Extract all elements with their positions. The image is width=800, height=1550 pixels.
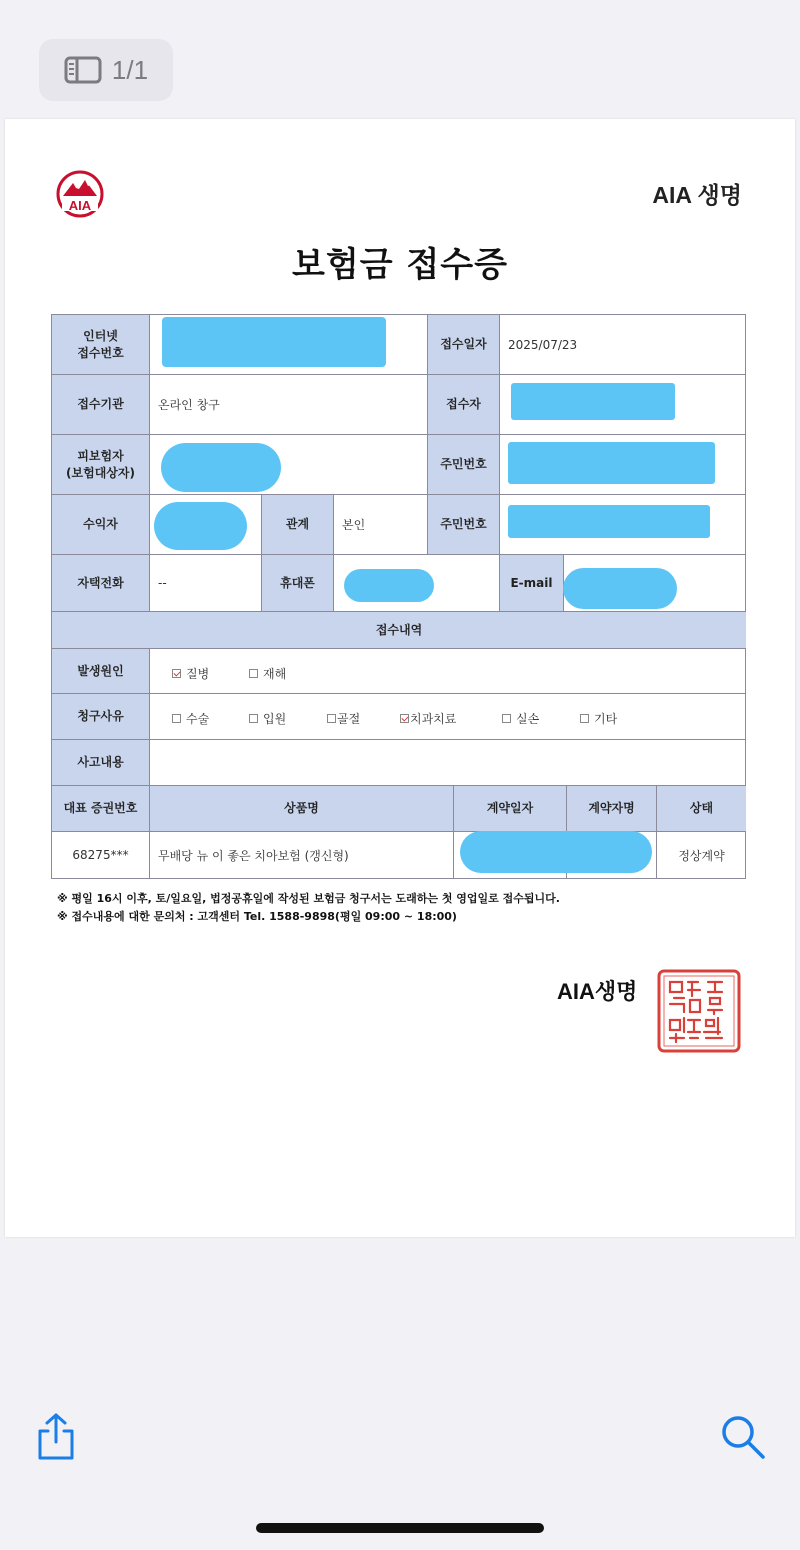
beneficiary-label: 수익자 <box>52 495 150 555</box>
search-icon[interactable] <box>720 1414 766 1464</box>
insured-label-line1: 피보험자 <box>77 448 124 463</box>
notes <box>57 890 560 926</box>
checkbox-checked-icon <box>172 669 181 678</box>
redaction-contract-info <box>460 831 652 873</box>
received-date-value: 2025/07/23 <box>500 315 746 375</box>
checkbox-checked-icon <box>400 714 409 723</box>
agency-value: 온라인 창구 <box>150 375 428 435</box>
checkbox-icon <box>580 714 589 723</box>
sidebar-toggle-icon <box>64 56 102 84</box>
redaction-beneficiary <box>154 502 247 550</box>
cause-option-disease[interactable] <box>172 665 209 682</box>
redaction-email <box>563 568 677 609</box>
redaction-insured <box>161 443 281 492</box>
cause-option-label: 재해 <box>263 667 287 681</box>
reason-option-dental[interactable] <box>400 710 456 727</box>
company-seal-stamp <box>656 968 742 1054</box>
insured-label <box>52 435 150 495</box>
policy-no-header: 대표 증권번호 <box>52 786 150 832</box>
cause-label: 발생원인 <box>52 649 150 694</box>
reason-option-indemnity[interactable] <box>502 710 539 727</box>
incident-value <box>150 740 746 786</box>
reason-option-label: 입원 <box>263 712 287 726</box>
redaction-receiver <box>511 383 675 420</box>
note-contact: ※ 접수내용에 대한 문의처 : 고객센터 Tel. 1588-9898(평일 09:00 ~ 18:00) <box>57 910 457 923</box>
agency-label: 접수기관 <box>52 375 150 435</box>
reason-label: 청구사유 <box>52 694 150 740</box>
checkbox-icon <box>249 714 258 723</box>
note-business-day: ※ 평일 16시 이후, 토/일요일, 법정공휴일에 작성된 보험금 청구서는 도래하는 첫 영업일로 접수됩니다. <box>57 892 560 905</box>
home-phone-value: -- <box>150 555 262 612</box>
reason-option-fracture[interactable] <box>327 710 360 727</box>
aia-logo <box>55 169 105 219</box>
redaction-beneficiary-rrn <box>508 505 710 538</box>
document-title: 보험금 접수증 <box>292 245 508 285</box>
policy-no-value: 68275*** <box>52 832 150 878</box>
insured-label-line2: (보험대상자) <box>66 465 135 480</box>
brand-name: AIA 생명 <box>652 182 742 208</box>
checkbox-icon <box>249 669 258 678</box>
checkbox-icon <box>327 714 336 723</box>
email-label: E-mail <box>500 555 564 612</box>
redaction-insured-rrn <box>508 442 715 484</box>
home-phone-label: 자택전화 <box>52 555 150 612</box>
internet-no-label-line1: 인터넷 <box>83 328 118 343</box>
section-title: 접수내역 <box>52 612 746 649</box>
reason-option-label: 골절 <box>337 712 361 726</box>
checkbox-icon <box>502 714 511 723</box>
receiver-label: 접수자 <box>428 375 500 435</box>
reason-option-surgery[interactable] <box>172 710 209 727</box>
reason-option-label: 치과치료 <box>410 712 457 726</box>
insured-rrn-label: 주민번호 <box>428 435 500 495</box>
cause-options <box>150 649 746 694</box>
internet-no-label <box>52 315 150 375</box>
claim-form <box>51 314 746 879</box>
relation-value: 본인 <box>334 495 428 555</box>
document-page <box>5 119 795 1237</box>
status-value: 정상계약 <box>678 848 725 863</box>
reason-option-label: 수술 <box>186 712 210 726</box>
product-header: 상품명 <box>150 786 454 832</box>
received-date-label: 접수일자 <box>428 315 500 375</box>
cause-option-label: 질병 <box>186 667 210 681</box>
contractor-header: 계약자명 <box>567 786 657 832</box>
cause-option-accident[interactable] <box>249 665 286 682</box>
page-indicator[interactable] <box>39 39 173 101</box>
internet-no-label-line2: 접수번호 <box>77 345 124 360</box>
reason-option-label: 실손 <box>516 712 540 726</box>
redaction-internet-no <box>162 317 386 367</box>
mobile-label: 휴대폰 <box>262 555 334 612</box>
product-value: 무배당 뉴 이 좋은 치아보험 (갱신형) <box>150 832 454 878</box>
brand-signature: AIA생명 <box>557 979 638 1004</box>
logo-text: AIA <box>68 198 92 213</box>
share-icon[interactable] <box>35 1412 77 1466</box>
incident-label: 사고내용 <box>52 740 150 786</box>
redaction-mobile <box>344 569 434 602</box>
reason-option-hospitalization[interactable] <box>249 710 286 727</box>
home-indicator <box>256 1523 544 1533</box>
reason-option-other[interactable] <box>580 710 617 727</box>
relation-label: 관계 <box>262 495 334 555</box>
beneficiary-rrn-label: 주민번호 <box>428 495 500 555</box>
page-count: 1/1 <box>111 54 149 85</box>
status-header: 상태 <box>657 786 746 832</box>
checkbox-icon <box>172 714 181 723</box>
reason-option-label: 기타 <box>594 712 618 726</box>
contract-date-header: 계약일자 <box>454 786 567 832</box>
